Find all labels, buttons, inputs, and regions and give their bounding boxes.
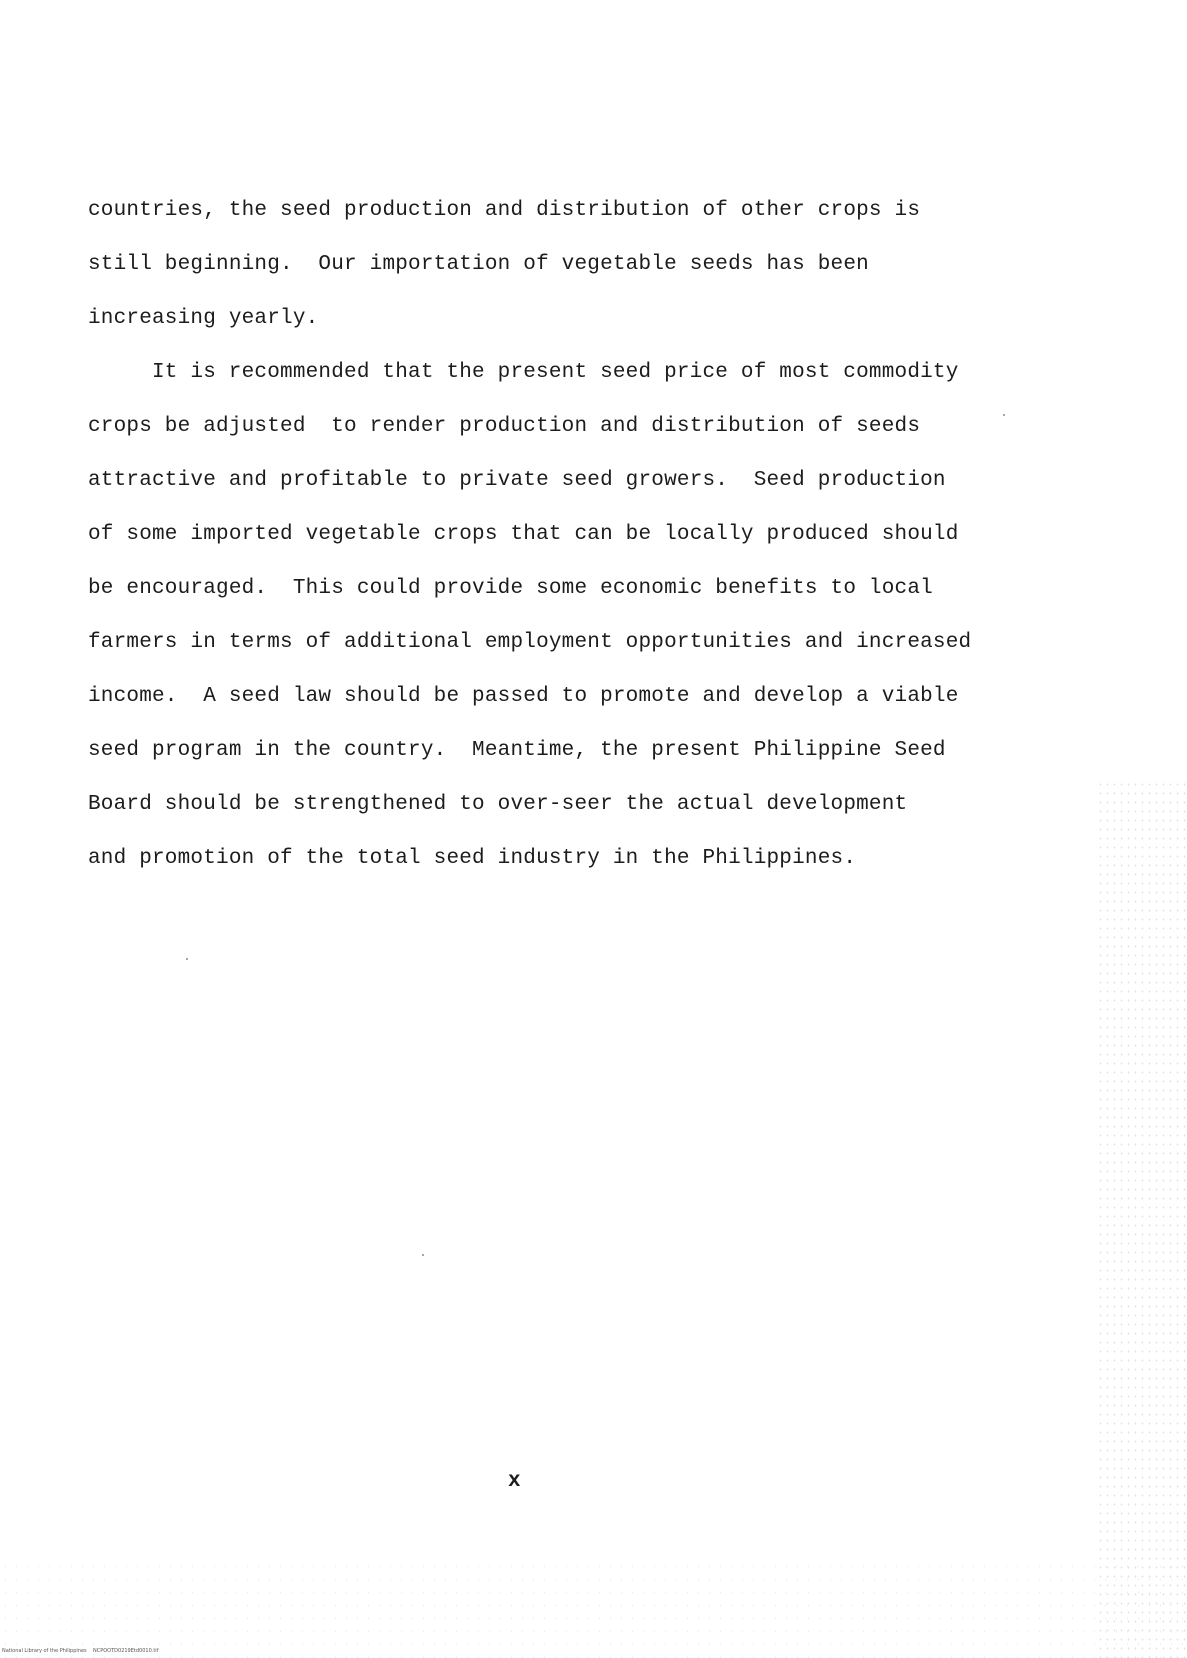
text-line: Board should be strengthened to over-seer the actual development — [88, 793, 908, 816]
scan-noise-right — [1097, 780, 1187, 1658]
text-line: of some imported vegetable crops that can be locally produced should — [88, 523, 959, 546]
body-text — [88, 200, 1018, 902]
text-line: and promotion of the total seed industry in the Philippines. — [88, 847, 857, 870]
text-line: countries, the seed production and distribution of other crops is — [88, 199, 921, 222]
text-line: increasing yearly. — [88, 307, 319, 330]
archive-footer-stamp: National Library of the Philippines NCPOOTD0219Etd0010.tif — [2, 1648, 159, 1654]
paragraph-first-line: It is recommended that the present seed price of most commodity — [152, 361, 959, 384]
scan-noise-bottom — [0, 1560, 1187, 1658]
text-line: still beginning. Our importation of vegetable seeds has been — [88, 253, 869, 276]
text-line: attractive and profitable to private seed growers. Seed production — [88, 469, 946, 492]
text-line: crops be adjusted to render production and distribution of seeds — [88, 415, 921, 438]
text-line: income. A seed law should be passed to promote and develop a viable — [88, 685, 959, 708]
text-line: be encouraged. This could provide some economic benefits to local — [88, 577, 933, 600]
text-line: seed program in the country. Meantime, the present Philippine Seed — [88, 739, 946, 762]
scan-speck — [186, 958, 188, 960]
text-line: farmers in terms of additional employment opportunities and increased — [88, 631, 972, 654]
scan-speck — [422, 1254, 424, 1256]
page-number: x — [508, 1470, 521, 1493]
